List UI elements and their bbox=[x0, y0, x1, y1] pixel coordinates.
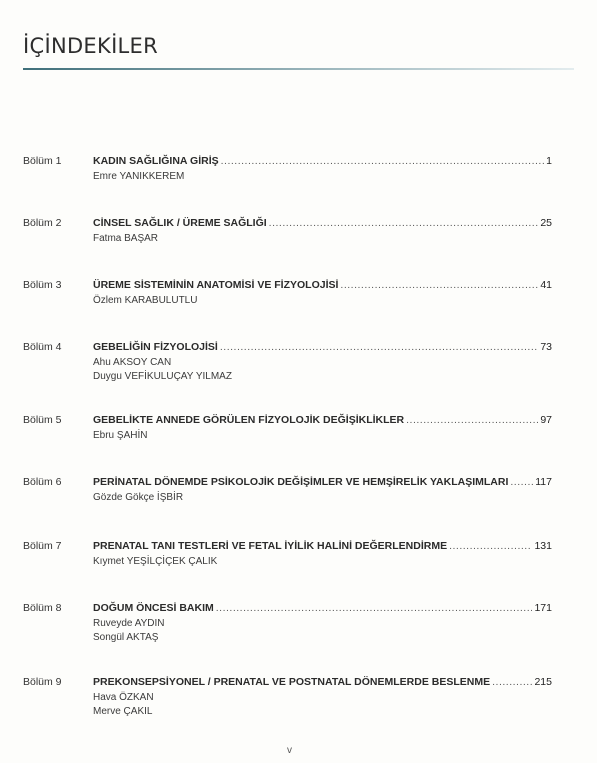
chapter-label: Bölüm 1 bbox=[23, 155, 62, 167]
toc-line[interactable] bbox=[93, 476, 552, 488]
toc-line[interactable] bbox=[93, 341, 552, 353]
page-number: 73 bbox=[540, 341, 552, 353]
dot-leader bbox=[221, 155, 545, 167]
chapter-title[interactable]: CİNSEL SAĞLIK / ÜREME SAĞLIĞI bbox=[93, 217, 267, 229]
author-name: Emre YANIKKEREM bbox=[93, 171, 185, 182]
toc-line[interactable] bbox=[93, 414, 552, 426]
author-name: Merve ÇAKIL bbox=[93, 705, 153, 717]
dot-leader bbox=[510, 476, 533, 488]
author-name: Songül AKTAŞ bbox=[93, 631, 159, 643]
author-name: Ebru ŞAHİN bbox=[93, 430, 148, 441]
chapter-label: Bölüm 6 bbox=[23, 476, 62, 488]
chapter-authors bbox=[93, 491, 183, 505]
page-folio: v bbox=[287, 745, 292, 756]
chapter-authors bbox=[93, 691, 154, 718]
page-number: 215 bbox=[534, 676, 552, 688]
chapter-title[interactable]: KADIN SAĞLIĞINA GİRİŞ bbox=[93, 155, 219, 167]
chapter-authors bbox=[93, 617, 165, 644]
chapter-label: Bölüm 8 bbox=[23, 602, 62, 614]
page-title: İÇİNDEKİLER bbox=[23, 34, 159, 58]
chapter-title[interactable]: DOĞUM ÖNCESİ BAKIM bbox=[93, 602, 214, 614]
dot-leader bbox=[449, 540, 532, 552]
dot-leader bbox=[492, 676, 532, 688]
chapter-label: Bölüm 7 bbox=[23, 540, 62, 552]
page-number: 25 bbox=[540, 217, 552, 229]
author-name: Duygu VEFİKULUÇAY YILMAZ bbox=[93, 370, 232, 382]
chapter-label: Bölüm 9 bbox=[23, 676, 62, 688]
author-name: Hava ÖZKAN bbox=[93, 692, 154, 703]
page-number: 41 bbox=[540, 279, 552, 291]
page-number: 117 bbox=[535, 476, 552, 488]
dot-leader bbox=[406, 414, 538, 426]
title-rule bbox=[23, 68, 574, 70]
chapter-title[interactable]: PERİNATAL DÖNEMDE PSİKOLOJİK DEĞİŞİMLER VE HEMŞİRELİK YAKLAŞIMLARI bbox=[93, 476, 509, 488]
chapter-label: Bölüm 3 bbox=[23, 279, 62, 291]
chapter-title[interactable]: GEBELİKTE ANNEDE GÖRÜLEN FİZYOLOJİK DEĞİŞİKLİKLER bbox=[93, 414, 405, 426]
chapter-authors bbox=[93, 356, 232, 383]
author-name: Fatma BAŞAR bbox=[93, 233, 159, 244]
chapter-label: Bölüm 4 bbox=[23, 341, 62, 353]
author-name: Ahu AKSOY CAN bbox=[93, 357, 172, 368]
chapter-label: Bölüm 2 bbox=[23, 217, 62, 229]
chapter-title[interactable]: PRENATAL TANI TESTLERİ VE FETAL İYİLİK HALİNİ DEĞERLENDİRME bbox=[93, 540, 448, 552]
page-number: 97 bbox=[540, 414, 552, 426]
author-name: Özlem KARABULUTLU bbox=[93, 295, 198, 306]
page-number: 131 bbox=[534, 540, 552, 552]
chapter-authors bbox=[93, 555, 217, 569]
page-number: 1 bbox=[546, 155, 552, 167]
author-name: Gözde Gökçe İŞBİR bbox=[93, 492, 184, 503]
toc-line[interactable] bbox=[93, 217, 552, 229]
chapter-authors bbox=[93, 170, 184, 184]
toc-line[interactable] bbox=[93, 676, 552, 688]
chapter-authors bbox=[93, 429, 147, 443]
dot-leader bbox=[220, 341, 538, 353]
dot-leader bbox=[340, 279, 538, 291]
chapter-title[interactable]: GEBELİĞİN FİZYOLOJİSİ bbox=[93, 341, 218, 353]
author-name: Kıymet YEŞİLÇİÇEK ÇALIK bbox=[93, 556, 218, 567]
toc-line[interactable] bbox=[93, 279, 552, 291]
chapter-title[interactable]: ÜREME SİSTEMİNİN ANATOMİSİ VE FİZYOLOJİSİ bbox=[93, 279, 339, 291]
toc-line[interactable] bbox=[93, 602, 552, 614]
chapter-authors bbox=[93, 294, 197, 308]
toc-line[interactable] bbox=[93, 155, 552, 167]
page-number: 171 bbox=[534, 602, 552, 614]
chapter-authors bbox=[93, 232, 158, 246]
dot-leader bbox=[216, 602, 533, 614]
toc-line[interactable] bbox=[93, 540, 552, 552]
chapter-label: Bölüm 5 bbox=[23, 414, 62, 426]
chapter-title[interactable]: PREKONSEPSİYONEL / PRENATAL VE POSTNATAL DÖNEMLERDE BESLENME bbox=[93, 676, 491, 688]
author-name: Ruveyde AYDIN bbox=[93, 618, 165, 629]
dot-leader bbox=[269, 217, 539, 229]
